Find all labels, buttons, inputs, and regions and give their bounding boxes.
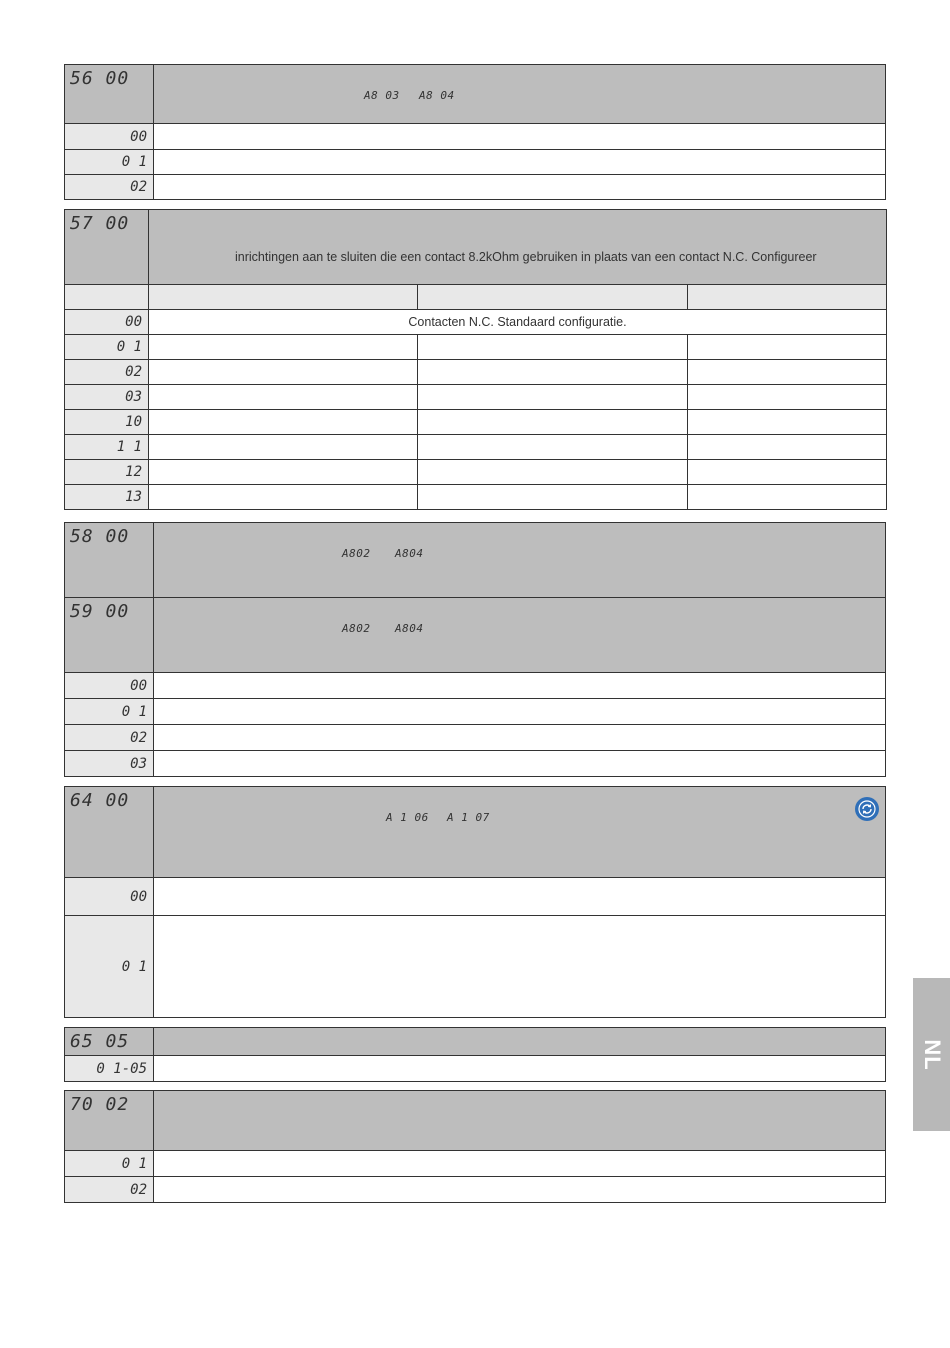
- table-cell: [418, 485, 688, 510]
- table-cell: [418, 460, 688, 485]
- table-cell: [418, 335, 688, 360]
- ref-code: A8 03: [364, 89, 400, 102]
- column-header-cell: [418, 285, 688, 310]
- value-code: 00: [65, 124, 154, 150]
- ref-code: A 1 06: [386, 811, 429, 824]
- value-code: 03: [65, 385, 149, 410]
- value-code: 0 1: [65, 335, 149, 360]
- table-cell: [688, 335, 887, 360]
- column-header-cell: [149, 285, 418, 310]
- refresh-badge-icon: [855, 797, 879, 821]
- table-cell: [149, 335, 418, 360]
- param-code: 65 05: [65, 1028, 154, 1056]
- param-table-65: [64, 1027, 886, 1082]
- param-description: [149, 210, 887, 285]
- table-cell: [149, 385, 418, 410]
- column-header-cell: [688, 285, 887, 310]
- param-code: 57 00: [65, 210, 149, 285]
- value-description: [154, 1151, 886, 1177]
- ref-code: A804: [395, 547, 424, 560]
- param-code: 64 00: [65, 787, 154, 878]
- value-code: 02: [65, 1177, 154, 1203]
- param-description: [154, 787, 886, 878]
- param-code: 70 02: [65, 1091, 154, 1151]
- value-code: 0 1: [65, 916, 154, 1018]
- table-cell: [149, 460, 418, 485]
- param-table-56: [64, 64, 886, 200]
- ref-code: A802: [342, 547, 371, 560]
- value-code: 03: [65, 751, 154, 777]
- param-table-70: [64, 1090, 886, 1203]
- value-description: Contacten N.C. Standaard configuratie.: [149, 310, 887, 335]
- param-description: [154, 1028, 886, 1056]
- language-tab-label: NL: [919, 1038, 945, 1071]
- value-description: [154, 124, 886, 150]
- param-description: [154, 523, 886, 598]
- value-description: [154, 916, 886, 1018]
- table-cell: [418, 385, 688, 410]
- table-cell: [149, 485, 418, 510]
- param-code: 58 00: [65, 523, 154, 598]
- param-description: [154, 65, 886, 124]
- value-code: 0 1: [65, 699, 154, 725]
- value-code: 02: [65, 360, 149, 385]
- description-text: inrichtingen aan te sluiten die een contact 8.2kOhm gebruiken in plaats van een contact N.C. Configureer: [235, 250, 817, 264]
- param-description: [154, 1091, 886, 1151]
- param-code: 56 00: [65, 65, 154, 124]
- table-cell: [688, 410, 887, 435]
- value-code: 0 1: [65, 150, 154, 175]
- table-cell: [149, 410, 418, 435]
- value-description: [154, 1056, 886, 1082]
- ref-code: A8 04: [419, 89, 455, 102]
- table-cell: [688, 360, 887, 385]
- table-cell: [418, 360, 688, 385]
- ref-code: A804: [395, 622, 424, 635]
- table-cell: [149, 360, 418, 385]
- value-code: 02: [65, 175, 154, 200]
- value-code: 00: [65, 878, 154, 916]
- value-description: [154, 699, 886, 725]
- table-cell: [149, 435, 418, 460]
- param-table-58-59: [64, 522, 886, 777]
- value-description: [154, 175, 886, 200]
- param-table-64: [64, 786, 886, 1018]
- table-cell: [688, 385, 887, 410]
- value-code: 0 1: [65, 1151, 154, 1177]
- table-cell: [688, 485, 887, 510]
- value-code: 10: [65, 410, 149, 435]
- value-description: [154, 673, 886, 699]
- value-description: [154, 878, 886, 916]
- table-cell: [688, 460, 887, 485]
- value-description: [154, 1177, 886, 1203]
- param-description: [154, 598, 886, 673]
- value-code: 1 1: [65, 435, 149, 460]
- value-code: 00: [65, 673, 154, 699]
- value-code: 12: [65, 460, 149, 485]
- column-header-cell: [65, 285, 149, 310]
- value-code: 0 1-05: [65, 1056, 154, 1082]
- value-description: [154, 150, 886, 175]
- table-cell: [418, 435, 688, 460]
- table-cell: [418, 410, 688, 435]
- ref-code: A 1 07: [447, 811, 490, 824]
- language-tab: [913, 978, 950, 1131]
- value-code: 02: [65, 725, 154, 751]
- ref-code: A802: [342, 622, 371, 635]
- value-code: 00: [65, 310, 149, 335]
- param-code: 59 00: [65, 598, 154, 673]
- value-description: [154, 725, 886, 751]
- table-cell: [688, 435, 887, 460]
- value-description: [154, 751, 886, 777]
- value-code: 13: [65, 485, 149, 510]
- param-table-57: [64, 209, 887, 510]
